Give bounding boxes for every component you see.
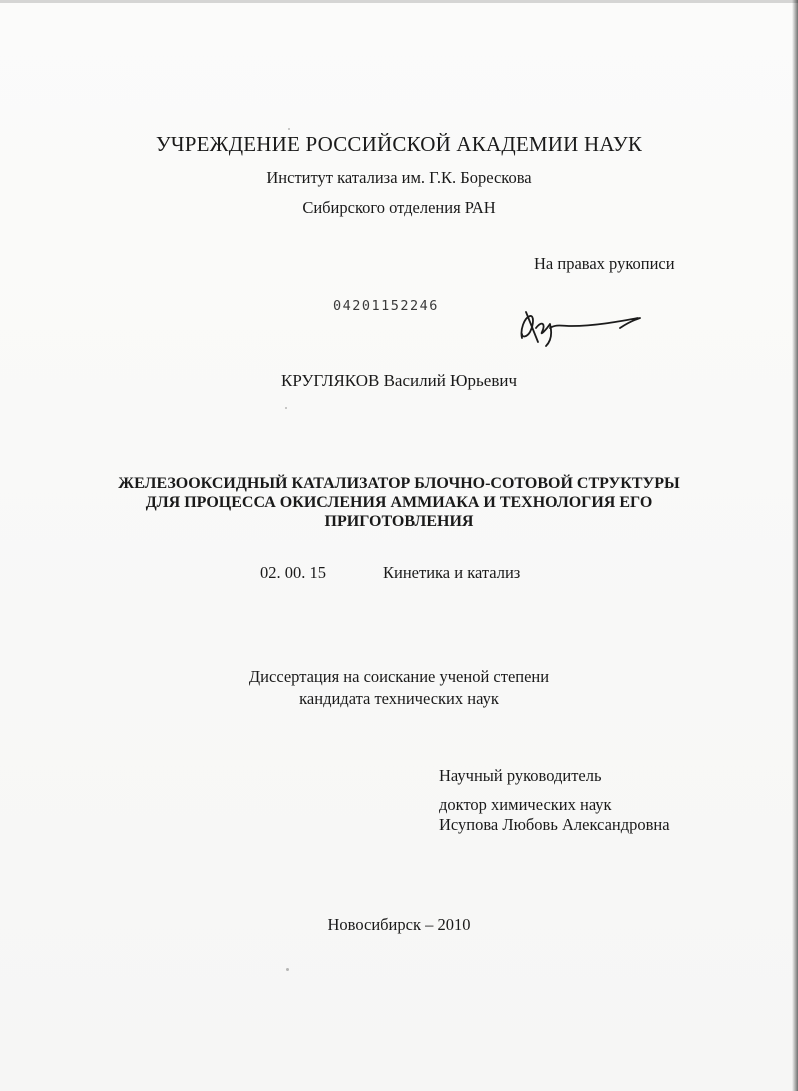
dissertation-degree-line2: кандидата технических наук	[299, 689, 499, 708]
scan-speck	[286, 968, 289, 971]
supervisor-degree: доктор химических наук	[439, 795, 612, 814]
title-line: ЖЕЛЕЗООКСИДНЫЙ КАТАЛИЗАТОР БЛОЧНО-СОТОВОЙ СТРУКТУРЫ	[118, 475, 680, 492]
institute-name: Институт катализа им. Г.К. Борескова	[266, 168, 532, 187]
division-name: Сибирского отделения РАН	[302, 198, 496, 217]
organization-heading: УЧРЕЖДЕНИЕ РОССИЙСКОЙ АКАДЕМИИ НАУК	[155, 132, 643, 156]
signature-icon	[516, 300, 646, 350]
dissertation-title	[0, 474, 798, 531]
author-name: КРУГЛЯКОВ Василий Юрьевич	[280, 371, 517, 390]
stamp-number: 04201152246	[333, 298, 439, 314]
scan-top-edge	[0, 0, 798, 3]
dissertation-degree-line1: Диссертация на соискание ученой степени	[248, 667, 550, 686]
scan-speck	[288, 128, 290, 130]
manuscript-rights-note: На правах рукописи	[534, 254, 675, 273]
scan-speck	[285, 407, 287, 409]
title-line: ПРИГОТОВЛЕНИЯ	[324, 513, 474, 530]
supervisor-role: Научный руководитель	[439, 766, 602, 785]
specialty-name: Кинетика и катализ	[383, 563, 521, 582]
city-year: Новосибирск – 2010	[327, 915, 471, 934]
specialty-code: 02. 00. 15	[260, 563, 326, 582]
title-line: ДЛЯ ПРОЦЕССА ОКИСЛЕНИЯ АММИАКА И ТЕХНОЛОГИЯ ЕГО	[145, 494, 653, 511]
supervisor-name: Исупова Любовь Александровна	[439, 815, 670, 834]
